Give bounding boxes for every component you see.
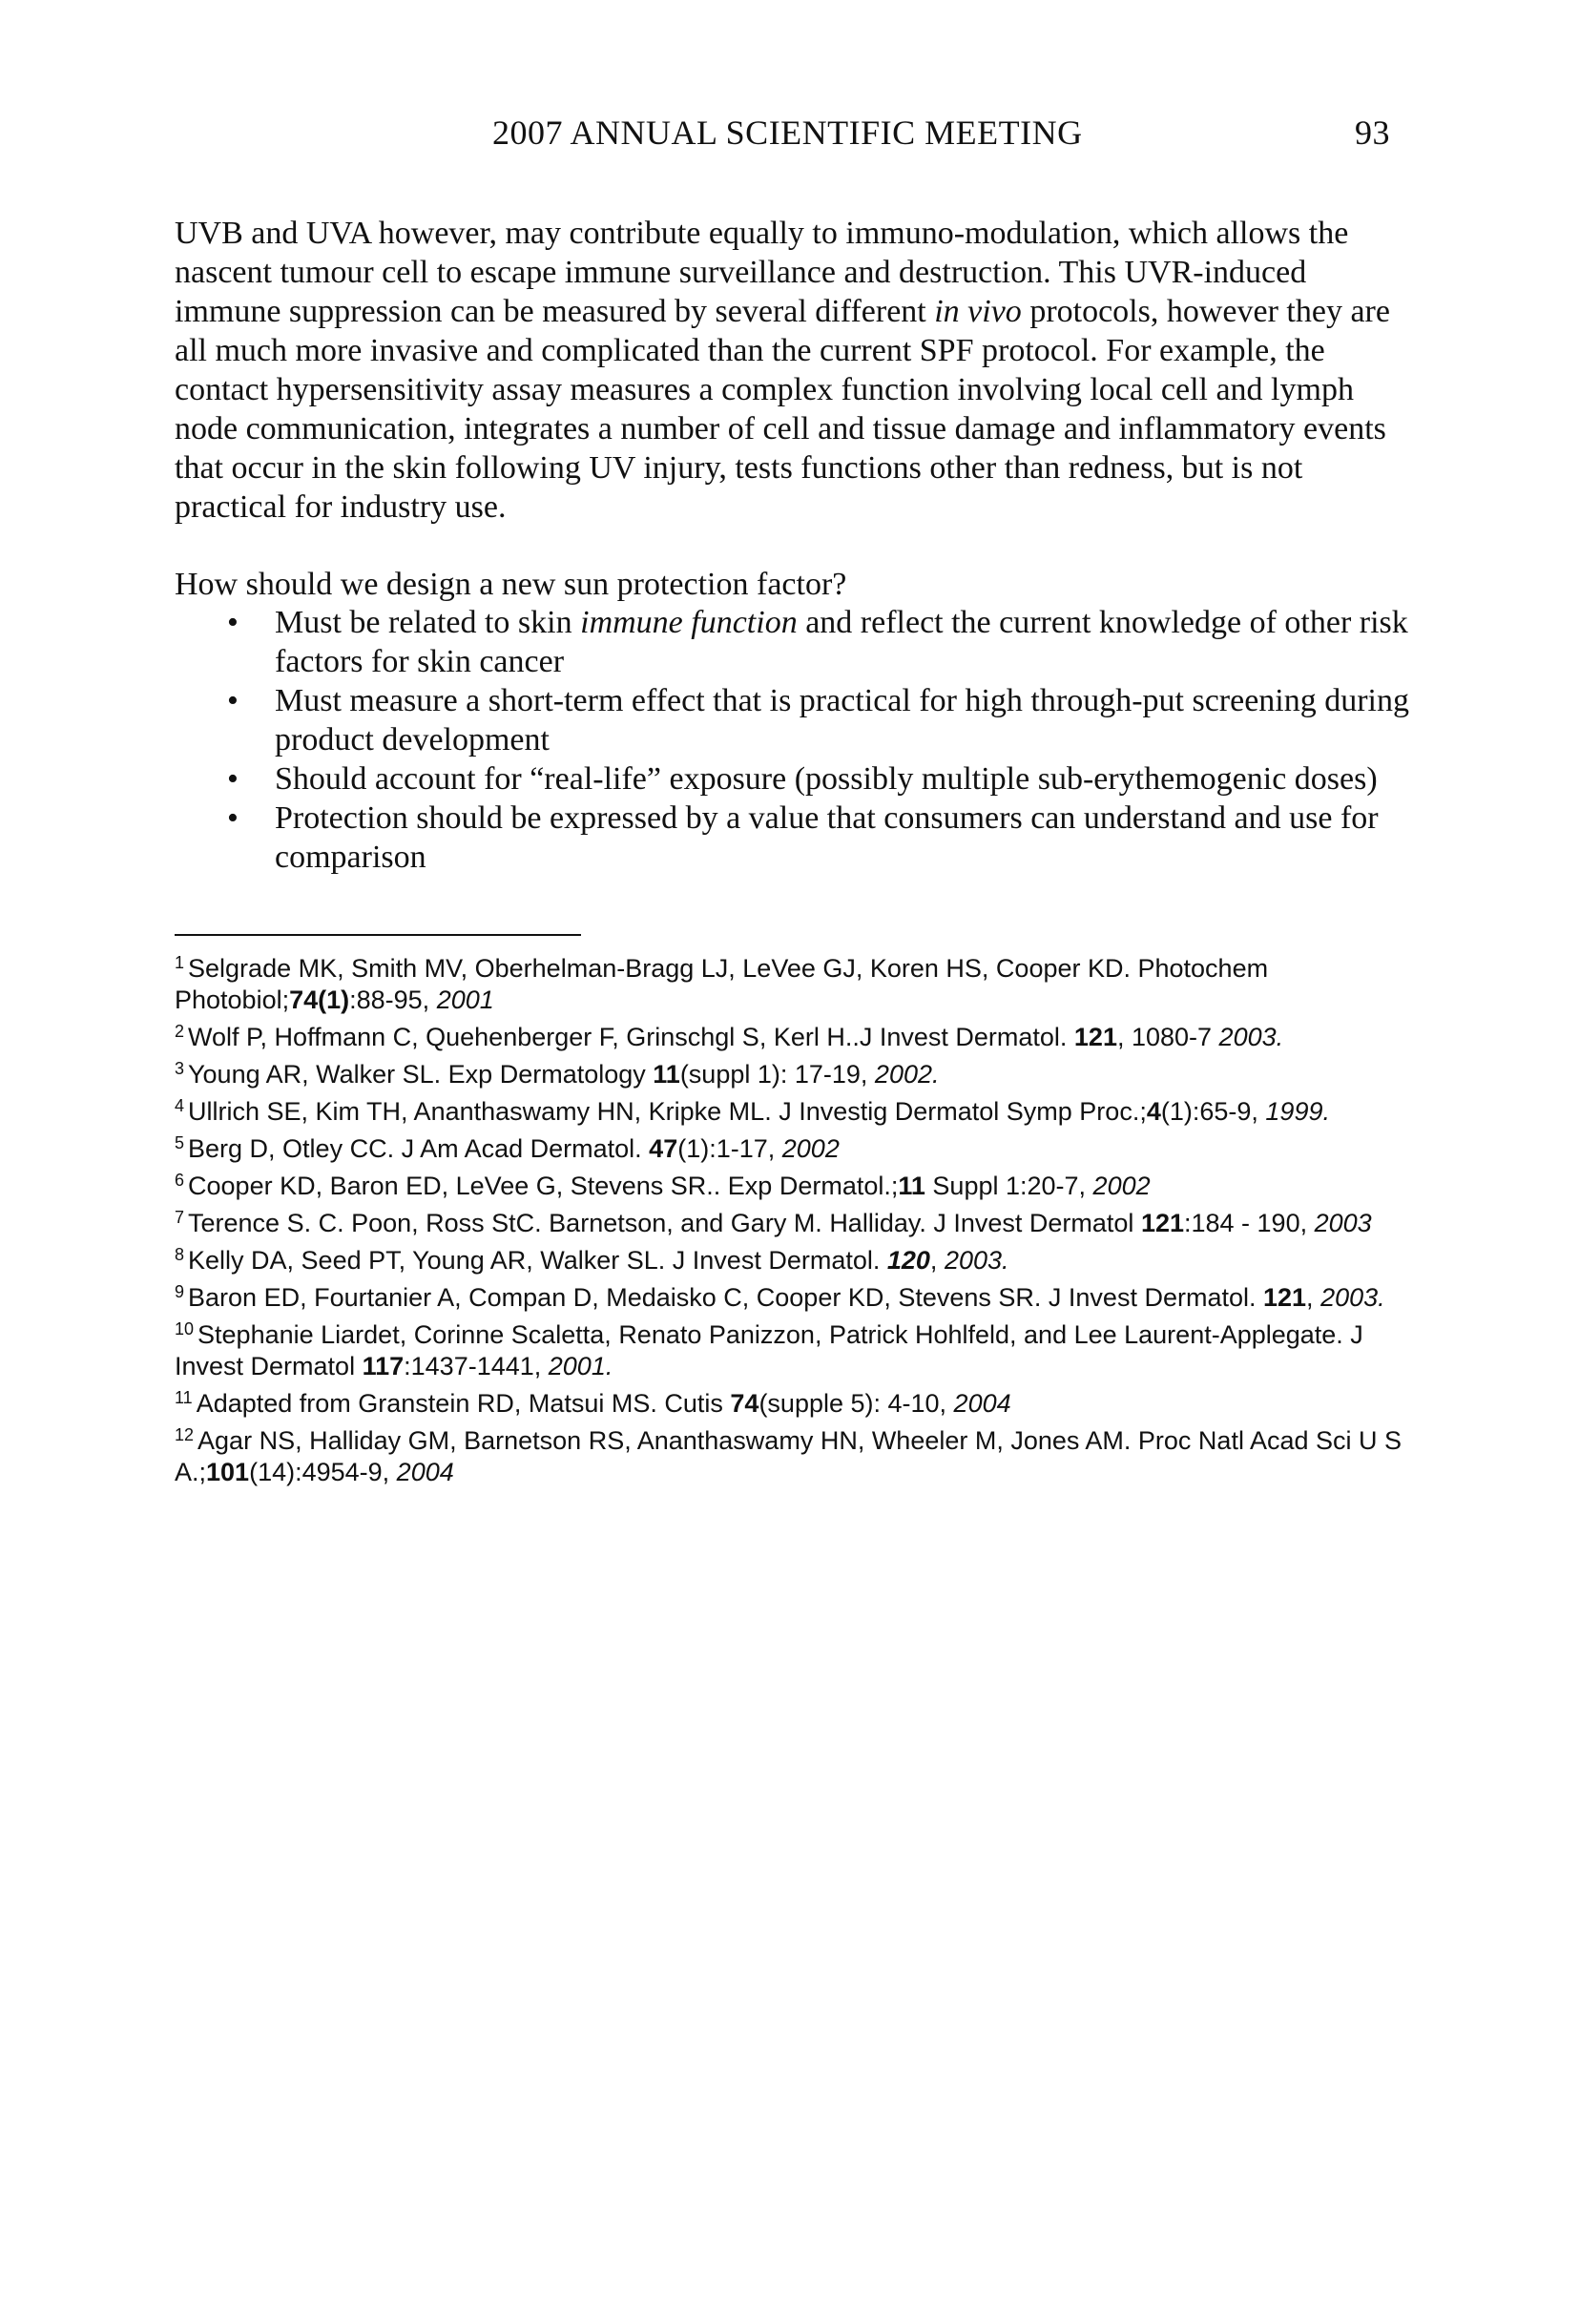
list-item-text: Should account for “real-life” exposure (possibly multiple sub-erythemogenic doses) — [275, 761, 1378, 797]
list-item — [175, 759, 1415, 799]
footnote-year: 2002 — [781, 1134, 840, 1163]
footnote-number: 6 — [175, 1171, 185, 1190]
section-question: How should we design a new sun protection factor? — [175, 567, 847, 602]
footnote-year: 2004 — [396, 1458, 454, 1486]
list-item-text: Must measure a short-term effect that is practical for high through-put screening during product development — [275, 683, 1410, 757]
list-item-text: and reflect the current knowledge of other risk factors for skin cancer — [275, 605, 1408, 679]
footnote-year: 2004 — [953, 1389, 1011, 1418]
footnote-text: Cooper KD, Baron ED, LeVee G, Stevens SR.. Exp Dermatol.; — [188, 1172, 899, 1200]
footnote-text: Suppl 1:20-7, — [925, 1172, 1093, 1200]
list-item — [175, 603, 1415, 681]
list-item-text: Must be related to skin — [275, 605, 581, 640]
footnote-text: Kelly DA, Seed PT, Young AR, Walker SL. J Invest Dermatol. — [188, 1246, 887, 1275]
footnote-number: 4 — [175, 1096, 185, 1115]
footnote — [175, 1165, 1415, 1202]
footnote-text: (1):65-9, — [1160, 1097, 1266, 1126]
header-title: 2007 ANNUAL SCIENTIFIC MEETING — [492, 114, 1083, 152]
footnote-volume: 121 — [1140, 1209, 1184, 1237]
footnote-text: , — [929, 1246, 945, 1275]
footnote-year: 2003. — [1218, 1023, 1284, 1051]
footnotes — [175, 947, 1415, 1488]
paragraph-text: protocols, however they are all much more invasive and complicated than the current SPF protocol. For example, the contact hypersensitivity assay measures a complex function involving local cell and lymph node communication, integrates a number of cell and tissue damage and inflammatory events that occur in the skin following UV injury, tests functions other than redness, but is not practical for industry use. — [175, 294, 1390, 525]
bullet-icon: • — [227, 683, 239, 718]
footnote-divider — [175, 934, 581, 936]
footnote-volume: 11 — [898, 1172, 925, 1200]
footnote-text: Ullrich SE, Kim TH, Ananthaswamy HN, Kripke ML. J Investig Dermatol Symp Proc.; — [188, 1097, 1147, 1126]
footnote — [175, 947, 1415, 1016]
footnote — [175, 1090, 1415, 1128]
bullet-icon: • — [227, 605, 239, 640]
footnote-volume: 11 — [653, 1060, 680, 1089]
bullet-icon: • — [227, 761, 239, 797]
footnote-text: (supple 5): 4-10, — [758, 1389, 954, 1418]
footnote-year: 2001 — [436, 986, 494, 1014]
footnote-year: 2003. — [944, 1246, 1009, 1275]
footnote-text: Adapted from Granstein RD, Matsui MS. Cutis — [196, 1389, 731, 1418]
footnote-year: 2003. — [1320, 1283, 1385, 1312]
footnote-text: (1):1-17, — [677, 1134, 782, 1163]
footnote-number: 10 — [175, 1319, 195, 1338]
footnote-year: 2002. — [874, 1060, 940, 1089]
footnote-volume: 117 — [362, 1352, 405, 1380]
footnote-number: 12 — [175, 1425, 195, 1444]
footnote — [175, 1016, 1415, 1053]
footnote-text: (suppl 1): 17-19, — [679, 1060, 875, 1089]
footnote-text: Baron ED, Fourtanier A, Compan D, Medaisko C, Cooper KD, Stevens SR. J Invest Dermatol. — [188, 1283, 1263, 1312]
footnote — [175, 1202, 1415, 1239]
footnote — [175, 1276, 1415, 1314]
footnote-text: Berg D, Otley CC. J Am Acad Dermatol. — [188, 1134, 650, 1163]
footnote-year: 1999. — [1265, 1097, 1330, 1126]
footnote — [175, 1128, 1415, 1165]
footnote — [175, 1420, 1415, 1488]
footnote-volume: 101 — [206, 1458, 250, 1486]
footnote — [175, 1382, 1415, 1420]
footnote-year: 2003 — [1314, 1209, 1372, 1237]
footnote — [175, 1053, 1415, 1090]
footnote-year: 2001. — [548, 1352, 613, 1380]
bullet-icon: • — [227, 800, 239, 836]
list-item-italic: immune function — [580, 605, 798, 640]
list-item — [175, 799, 1415, 877]
page-number: 93 — [1355, 114, 1390, 152]
footnote — [175, 1239, 1415, 1276]
footnote-number: 5 — [175, 1133, 185, 1152]
footnote-number: 2 — [175, 1022, 185, 1041]
footnote-text: , — [1306, 1283, 1321, 1312]
footnote-volume: 120 — [886, 1246, 930, 1275]
list-item — [175, 681, 1415, 759]
footnote-volume: 74(1) — [289, 986, 350, 1014]
footnote-volume: 47 — [649, 1134, 678, 1163]
footnote-volume: 121 — [1262, 1283, 1307, 1312]
paragraph-text: UVB and UVA however, may contribute equally to immuno-modulation, which allows the nascent tumour cell to escape immune surveillance and destruction. This UVR-induced immune suppression can be measured by several different — [175, 216, 1349, 329]
footnote-number: 1 — [175, 953, 185, 972]
footnote-number: 11 — [175, 1388, 193, 1407]
footnote-text: (14):4954-9, — [249, 1458, 397, 1486]
footnote-text: Stephanie Liardet, Corinne Scaletta, Renato Panizzon, Patrick Hohlfeld, and Lee Laurent-Applegate. J Invest Dermatol — [175, 1320, 1363, 1380]
footnote-text: , 1080-7 — [1116, 1023, 1219, 1051]
footnote-text: :184 - 190, — [1184, 1209, 1315, 1237]
footnote-number: 9 — [175, 1282, 185, 1301]
footnote — [175, 1314, 1415, 1382]
paragraph-italic: in vivo — [934, 294, 1022, 329]
footnote-number: 8 — [175, 1245, 185, 1264]
footnote-text: :88-95, — [349, 986, 437, 1014]
body-paragraph — [175, 214, 1415, 527]
footnote-number: 3 — [175, 1059, 185, 1078]
footnote-volume: 74 — [730, 1389, 759, 1418]
footnote-number: 7 — [175, 1208, 185, 1227]
footnote-text: Selgrade MK, Smith MV, Oberhelman-Bragg LJ, LeVee GJ, Koren HS, Cooper KD. Photochem Photobiol; — [175, 954, 1269, 1014]
footnote-text: :1437-1441, — [404, 1352, 549, 1380]
requirements-list — [175, 603, 1415, 877]
footnote-text: Terence S. C. Poon, Ross StC. Barnetson, and Gary M. Halliday. J Invest Dermatol — [188, 1209, 1141, 1237]
footnote-year: 2002 — [1092, 1172, 1151, 1200]
footnote-text: Young AR, Walker SL. Exp Dermatology — [188, 1060, 654, 1089]
footnote-text: Agar NS, Halliday GM, Barnetson RS, Ananthaswamy HN, Wheeler M, Jones AM. Proc Natl Acad Sci U S A.; — [175, 1426, 1402, 1486]
footnote-volume: 4 — [1146, 1097, 1161, 1126]
footnote-volume: 121 — [1073, 1023, 1117, 1051]
footnote-text: Wolf P, Hoffmann C, Quehenberger F, Grinschgl S, Kerl H..J Invest Dermatol. — [188, 1023, 1074, 1051]
list-item-text: Protection should be expressed by a value that consumers can understand and use for comparison — [275, 800, 1379, 875]
